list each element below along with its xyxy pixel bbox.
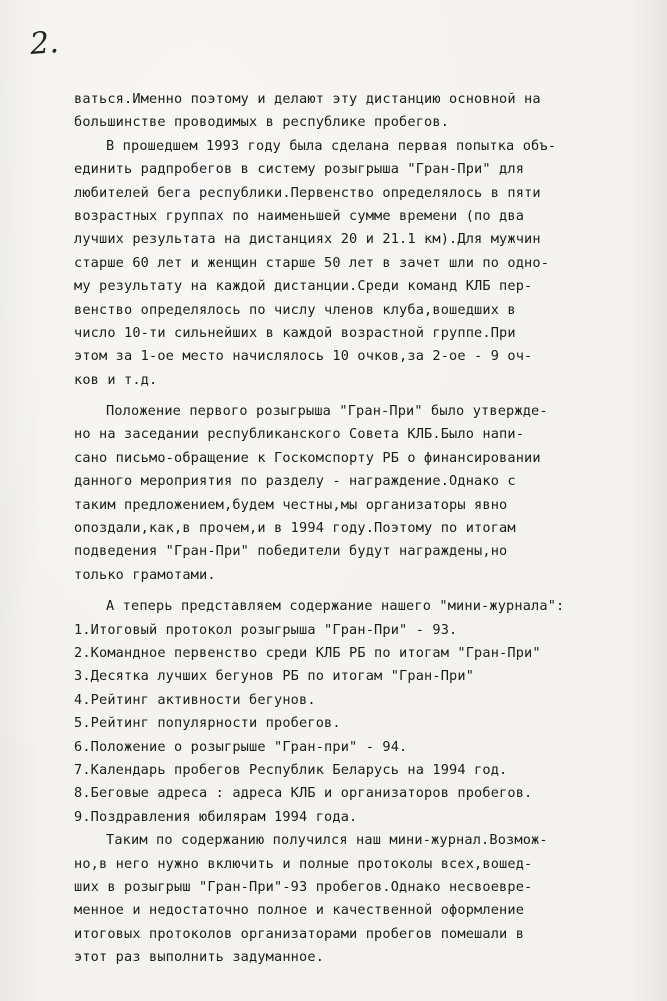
text-line: таким предложением,будем честны,мы организаторы явно: [74, 496, 508, 513]
text-line: менное и недостаточно полное и качественной оформление: [74, 902, 525, 919]
text-line: венство определялось по числу членов клуба,вошедших в: [74, 301, 516, 318]
paragraph-closing: [74, 829, 634, 969]
list-item: 5.Рейтинг популярности пробегов.: [74, 715, 341, 732]
text-line: ков и т.д.: [74, 371, 158, 388]
text-line: число 10-ти сильнейших в каждой возрастной группе.При: [74, 324, 516, 341]
text-line: но на заседании республиканского Совета КЛБ.Было напи-: [74, 426, 525, 443]
text-line: но,в него нужно включить и полные протоколы всех,вошед-: [74, 855, 533, 872]
list-item: 2.Командное первенство среди КЛБ РБ по итогам "Гран-При": [74, 644, 541, 661]
text-line: только грамотами.: [74, 566, 216, 583]
text-line: старше 60 лет и женщин старше 50 лет в зачет шли по одно-: [74, 254, 550, 271]
paragraph-regulations: [74, 400, 634, 587]
text-line: итоговых протоколов организаторами пробегов помешали в: [74, 925, 525, 942]
text-line: лучших результата на дистанциях 20 и 21.1 км).Для мужчин: [74, 231, 541, 248]
text-line: ваться.Именно поэтому и делают эту дистанцию основной на: [74, 91, 541, 107]
paragraph-contents-intro: [74, 595, 634, 618]
list-item: 4.Рейтинг активности бегунов.: [74, 691, 316, 708]
text-line: сано письмо-обращение к Госкомспорту РБ о финансировании: [74, 449, 541, 466]
document-body: [74, 88, 634, 969]
text-line: этом за 1-ое место начислялось 10 очков,за 2-ое - 9 оч-: [74, 348, 533, 365]
page-number: 2.: [28, 25, 60, 62]
text-line: большинстве проводимых в республике пробегов.: [74, 114, 450, 131]
text-line: возрастных группах по наименьшей сумме времени (по два: [74, 207, 525, 224]
list-item: 1.Итоговый протокол розыгрыша "Гран-При" - 93.: [74, 621, 458, 638]
list-item: 9.Поздравления юбилярам 1994 года.: [74, 808, 358, 825]
paragraph-grand-prix-1993: [74, 135, 634, 392]
contents-list: [74, 619, 634, 830]
text-line: любителей бега республики.Первенство определялось в пяти: [74, 184, 541, 201]
list-item: 6.Положение о розыгрыше "Гран-при" - 94.: [74, 738, 408, 755]
text-line: А теперь представляем содержание нашего "мини-журнала":: [106, 598, 565, 615]
text-line: ших в розыгрыш "Гран-При"-93 пробегов.Однако несвоевре-: [74, 878, 533, 895]
text-line: этот раз выполнить задуманное.: [74, 949, 325, 966]
text-line: опоздали,как,в прочем,и в 1994 году.Поэтому по итогам: [74, 520, 516, 537]
text-line: Положение первого розыгрыша "Гран-При" было утвержде-: [106, 403, 548, 420]
text-line: подведения "Гран-При" победители будут награждены,но: [74, 543, 508, 560]
text-line: данного мероприятия по разделу - награждение.Однако с: [74, 473, 516, 490]
paragraph-continuation: [74, 88, 634, 135]
text-line: Таким по содержанию получился наш мини-журнал.Возмож-: [106, 832, 548, 849]
list-item: 8.Беговые адреса : адреса КЛБ и организаторов пробегов.: [74, 785, 533, 802]
text-line: В прошедшем 1993 году была сделана первая попытка объ-: [106, 137, 557, 154]
text-line: му результату на каждой дистанции.Среди команд КЛБ пер-: [74, 278, 533, 295]
text-line: единить радпробегов в систему розыгрыша "Гран-При" для: [74, 161, 525, 178]
list-item: 3.Десятка лучших бегунов РБ по итогам "Гран-При": [74, 668, 475, 685]
list-item: 7.Календарь пробегов Республик Беларусь на 1994 год.: [74, 761, 508, 778]
